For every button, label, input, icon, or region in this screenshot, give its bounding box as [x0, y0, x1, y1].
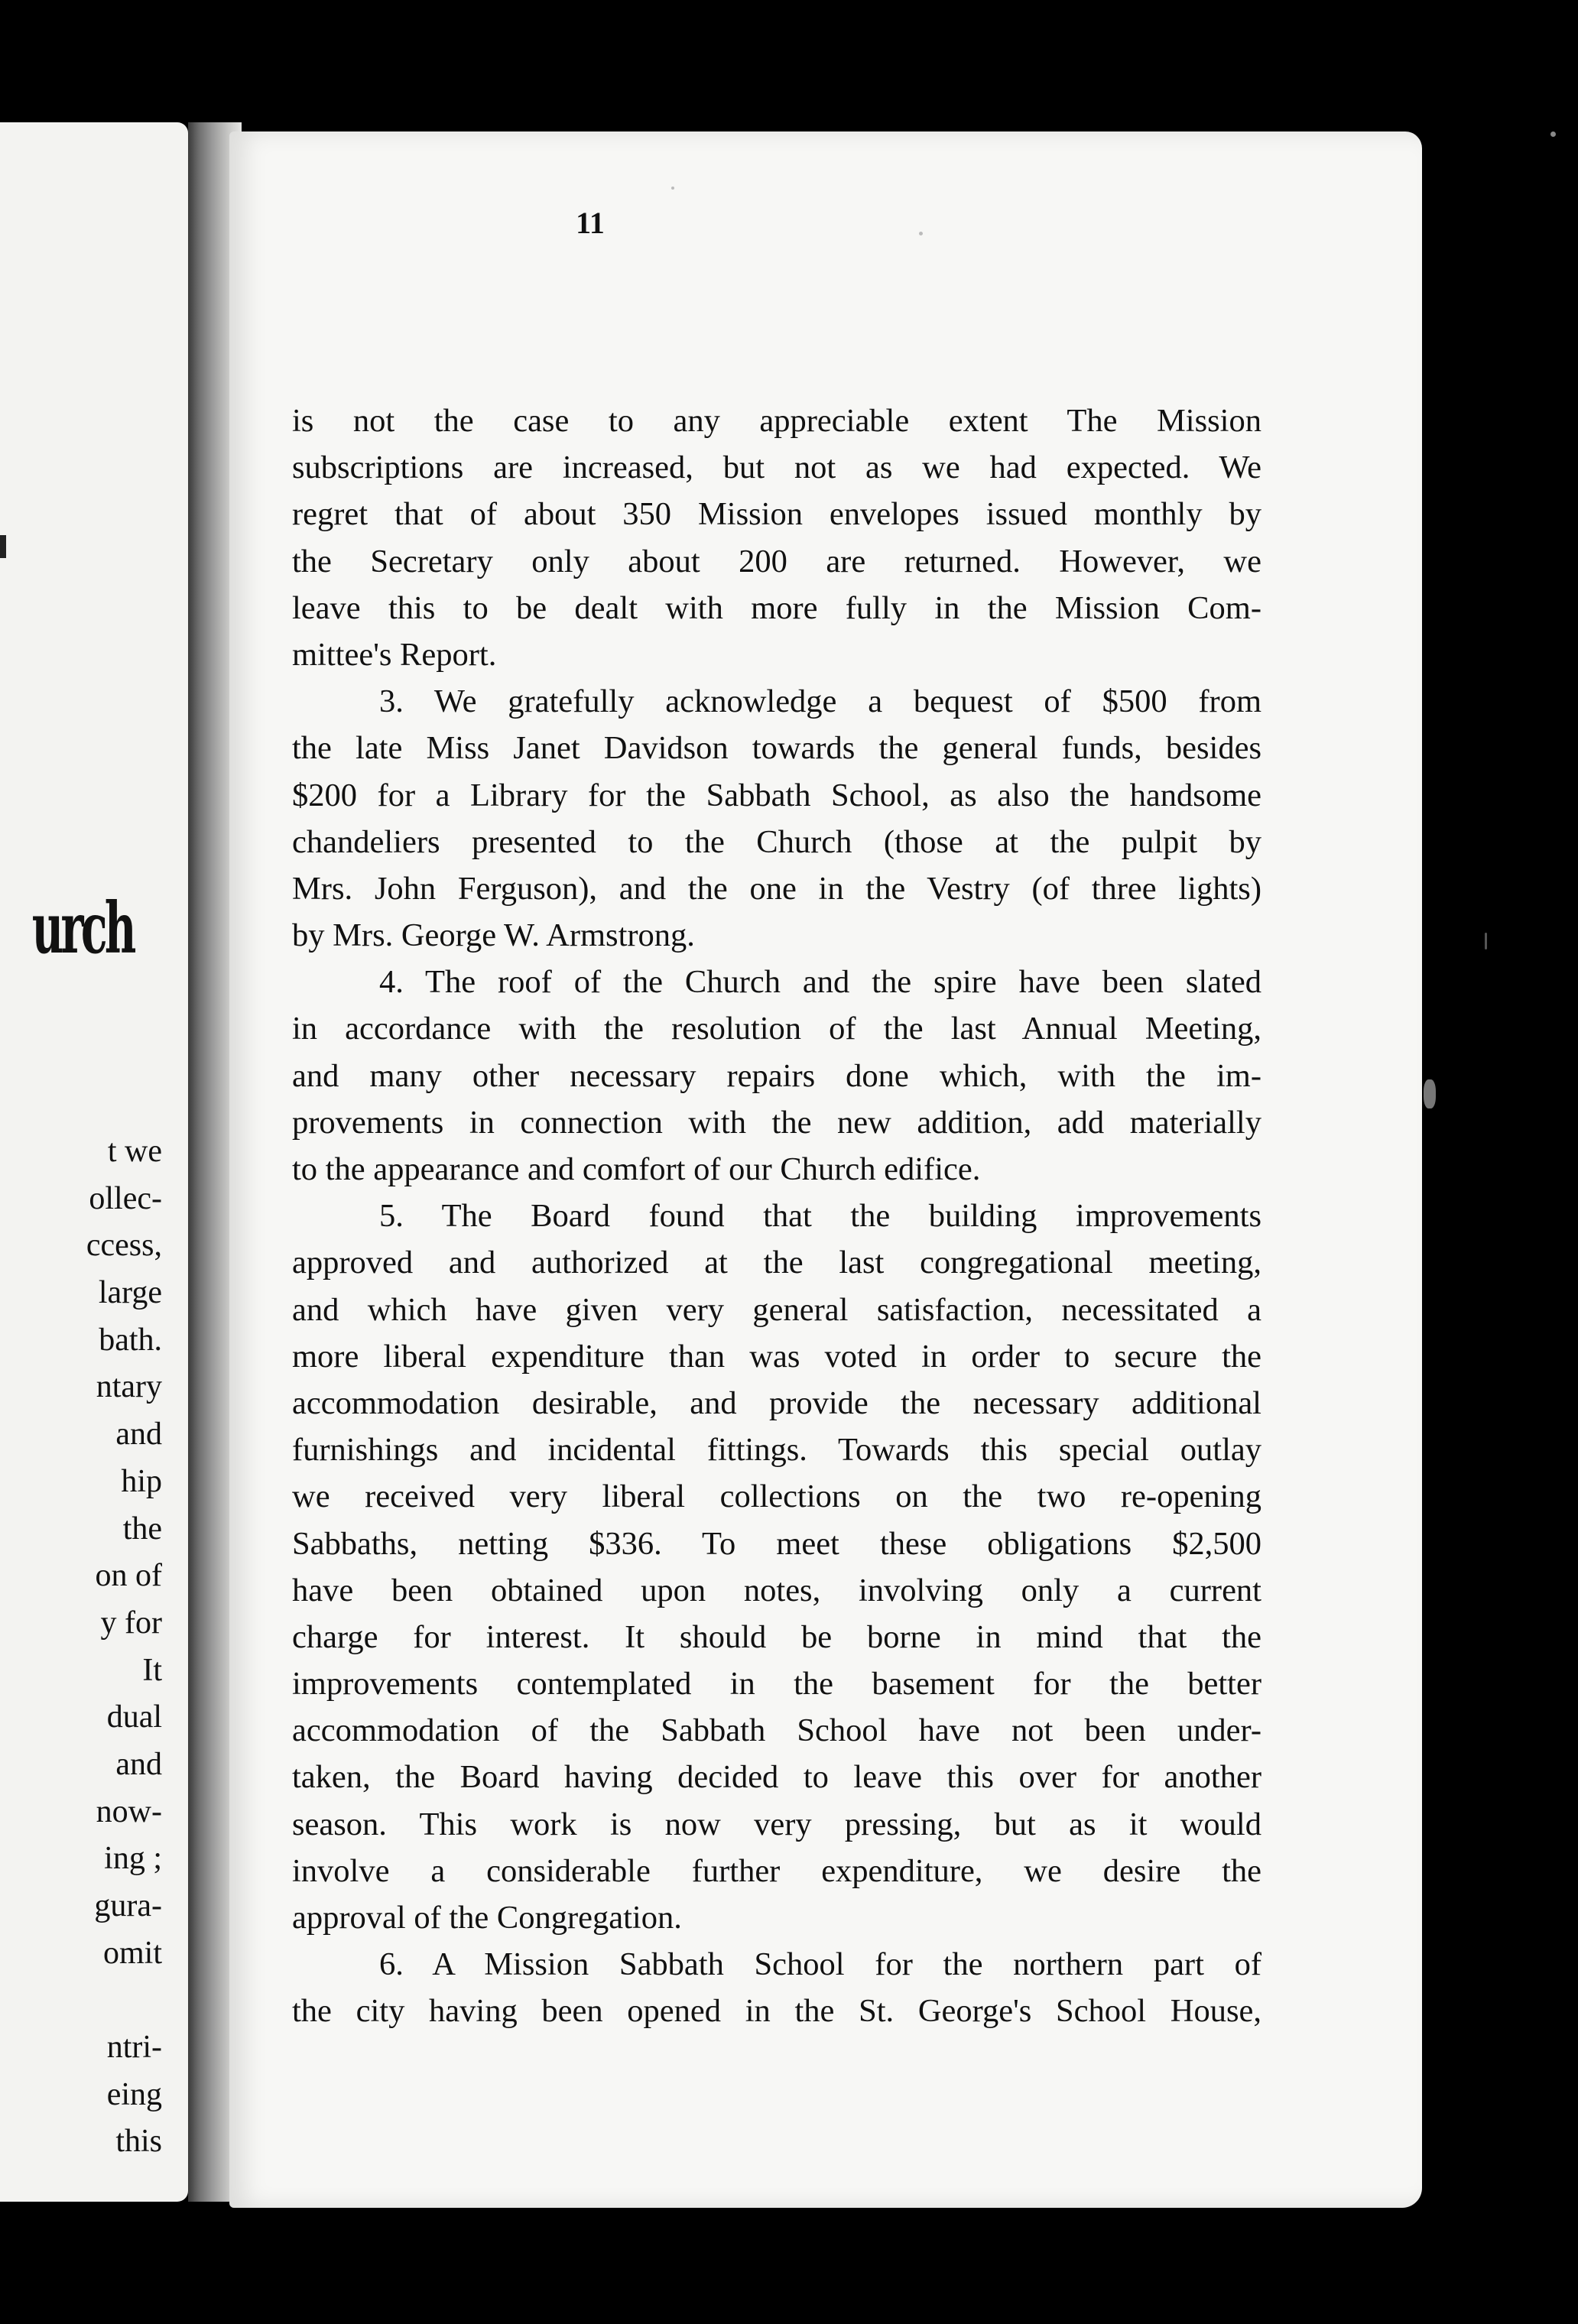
text-line: involve a considerable further expenditure, we desire the — [292, 1852, 1261, 1889]
left-page-dash-mark — [0, 535, 6, 558]
text-line: 4. The roof of the Church and the spire have been slated — [379, 964, 1261, 1001]
text-line: leave this to be dealt with more fully in the Mission Com- — [292, 589, 1261, 626]
paragraph — [292, 398, 1261, 678]
text-line: in accordance with the resolution of the last Annual Meeting, — [292, 1011, 1261, 1047]
scan-speck — [671, 187, 674, 190]
text-line: regret that of about 350 Mission envelopes issued monthly by — [292, 496, 1261, 533]
left-page-line-fragment: and — [115, 1417, 162, 1452]
left-page-line-fragment: ntary — [96, 1369, 162, 1405]
left-page-line-fragment: this — [115, 2124, 162, 2160]
left-page-line-fragment: gura- — [94, 1888, 162, 1923]
left-page-line-fragment: now- — [96, 1793, 162, 1829]
left-page-line-fragment: t we — [107, 1134, 162, 1169]
left-page-line-fragment: ing ; — [104, 1841, 162, 1877]
left-page-line-fragment: large — [98, 1275, 162, 1311]
text-line: subscriptions are increased, but not as we had expected. We — [292, 450, 1261, 486]
text-line: mittee's Report. — [292, 636, 497, 673]
left-page-line-fragment: bath. — [99, 1322, 162, 1358]
text-line: Mrs. John Ferguson), and the one in the Vestry (of three lights) — [292, 870, 1261, 907]
left-page-heading-fragment: urch — [31, 887, 134, 969]
text-line: approval of the Congregation. — [292, 1900, 682, 1936]
text-line: chandeliers presented to the Church (those at the pulpit by — [292, 823, 1261, 860]
scan-speck — [919, 232, 923, 235]
left-page-line-fragment — [86, 1977, 162, 2024]
text-line: accommodation of the Sabbath School have not been under- — [292, 1712, 1261, 1749]
scan-speck — [1485, 933, 1487, 949]
text-line: 3. We gratefully acknowledge a bequest of $500 from — [379, 683, 1261, 720]
page-body-text — [292, 398, 1261, 2035]
text-line: improvements contemplated in the basement for the better — [292, 1666, 1261, 1702]
scan-speck — [1550, 131, 1556, 137]
left-page-line-fragment: eing — [106, 2076, 162, 2112]
left-page-line-fragment: dual — [106, 1699, 162, 1735]
text-line: more liberal expenditure than was voted in order to secure the — [292, 1338, 1261, 1375]
text-line: season. This work is now very pressing, but as it would — [292, 1806, 1261, 1842]
text-line: the city having been opened in the St. George's School House, — [292, 1993, 1261, 2030]
left-page-line-fragment: omit — [102, 1935, 162, 1971]
text-line: approved and authorized at the last congregational meeting, — [292, 1245, 1261, 1281]
left-page-line-fragment: y for — [100, 1605, 162, 1641]
text-line: by Mrs. George W. Armstrong. — [292, 917, 695, 954]
text-line: Sabbaths, netting $336. To meet these obligations $2,500 — [292, 1525, 1261, 1562]
text-line: taken, the Board having decided to leave this over for another — [292, 1759, 1261, 1796]
text-line: and many other necessary repairs done which, with the im- — [292, 1057, 1261, 1094]
left-facing-page — [0, 122, 188, 2202]
left-page-line-fragment: ollec- — [89, 1180, 162, 1216]
paragraph — [292, 1941, 1261, 2034]
left-page-line-fragment: It — [142, 1652, 162, 1688]
left-page-text-fragments — [86, 1128, 162, 2166]
left-page-line-fragment: and — [115, 1746, 162, 1782]
text-line: provements in connection with the new addition, add materially — [292, 1104, 1261, 1141]
paragraph — [292, 959, 1261, 1193]
left-page-line-fragment: on of — [95, 1558, 162, 1594]
text-line: the late Miss Janet Davidson towards the general funds, besides — [292, 730, 1261, 767]
text-line: 6. A Mission Sabbath School for the northern part of — [379, 1946, 1261, 1983]
text-line: accommodation desirable, and provide the necessary additional — [292, 1384, 1261, 1421]
left-page-line-fragment: hip — [121, 1463, 162, 1499]
left-page-line-fragment: ccess, — [86, 1228, 162, 1264]
text-line: 5. The Board found that the building improvements — [379, 1198, 1261, 1235]
text-line: to the appearance and comfort of our Church edifice. — [292, 1151, 981, 1187]
scan-speck — [1424, 1079, 1436, 1108]
left-page-line-fragment: the — [122, 1511, 162, 1547]
text-line: we received very liberal collections on the two re-opening — [292, 1478, 1261, 1515]
text-line: the Secretary only about 200 are returned. However, we — [292, 543, 1261, 579]
text-line: and which have given very general satisfaction, necessitated a — [292, 1291, 1261, 1328]
text-line: furnishings and incidental fittings. Towards this special outlay — [292, 1432, 1261, 1469]
left-page-line-fragment: ntri- — [106, 2030, 162, 2066]
text-line: is not the case to any appreciable extent The Mission — [292, 403, 1261, 439]
paragraph — [292, 678, 1261, 959]
page-number: 11 — [576, 206, 605, 240]
text-line: $200 for a Library for the Sabbath School, as also the handsome — [292, 777, 1261, 813]
paragraph — [292, 1193, 1261, 1941]
text-line: charge for interest. It should be borne in mind that the — [292, 1618, 1261, 1655]
text-line: have been obtained upon notes, involving only a current — [292, 1572, 1261, 1608]
